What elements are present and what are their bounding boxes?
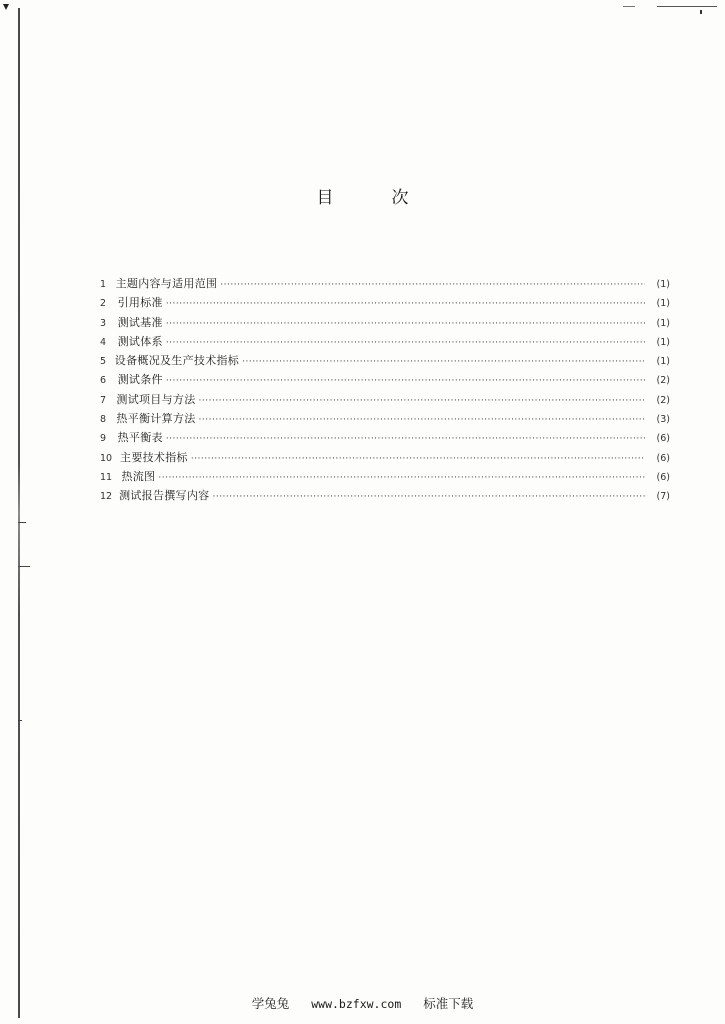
toc-page: (6)	[656, 471, 670, 483]
title-char: 次	[391, 188, 409, 208]
table-of-contents	[100, 274, 670, 506]
toc-entry[interactable]	[100, 390, 670, 409]
scan-edge-line	[657, 6, 717, 7]
toc-entry[interactable]	[100, 467, 670, 486]
toc-label: 主要技术指标	[120, 450, 188, 464]
toc-entry[interactable]	[100, 370, 670, 389]
toc-page: (1)	[656, 279, 670, 290]
toc-entry[interactable]	[100, 351, 670, 370]
page-footer	[0, 994, 725, 1012]
footer-url[interactable]: www.bzfxw.com	[311, 997, 402, 1011]
toc-leader	[220, 276, 645, 295]
toc-leader	[212, 488, 645, 507]
toc-entry[interactable]	[100, 313, 670, 332]
toc-label: 热平衡计算方法	[116, 412, 196, 426]
toc-label: 测试项目与方法	[116, 392, 196, 406]
toc-number: 8	[100, 414, 107, 426]
toc-number: 1	[100, 279, 107, 290]
toc-number: 6	[100, 375, 107, 387]
scan-mark	[18, 720, 22, 721]
toc-leader	[199, 392, 645, 411]
footer-brand: 学兔兔	[251, 996, 290, 1011]
scan-mark	[3, 4, 9, 10]
toc-page: (2)	[656, 375, 670, 387]
toc-label: 测试基准	[117, 315, 163, 329]
toc-number: 12	[100, 491, 113, 503]
toc-entry[interactable]	[100, 448, 670, 467]
toc-leader	[191, 450, 645, 469]
scan-edge-line	[623, 6, 635, 7]
toc-label: 测试报告撰写内容	[119, 489, 210, 503]
toc-leader	[166, 295, 645, 314]
scan-edge-line	[18, 8, 20, 1018]
toc-page: (6)	[656, 452, 670, 464]
toc-label: 测试体系	[117, 334, 163, 348]
toc-number: 9	[100, 433, 107, 445]
toc-entry[interactable]	[100, 428, 670, 447]
toc-label: 热平衡表	[117, 431, 163, 445]
footer-tagline: 标准下载	[423, 996, 474, 1011]
toc-page: (1)	[656, 298, 670, 310]
toc-leader	[166, 372, 645, 391]
scan-mark	[18, 522, 26, 523]
toc-entry[interactable]	[100, 409, 670, 428]
toc-entry[interactable]	[100, 293, 670, 312]
toc-page: (6)	[656, 433, 670, 445]
toc-page: (2)	[656, 394, 670, 406]
scan-mark	[18, 566, 30, 567]
toc-page: (1)	[656, 336, 670, 348]
toc-number: 11	[100, 471, 113, 483]
toc-leader	[242, 353, 645, 372]
toc-label: 热流图	[121, 469, 156, 483]
title-char: 目	[316, 188, 334, 208]
toc-number: 5	[100, 356, 107, 368]
toc-number: 3	[100, 317, 107, 329]
toc-page: (1)	[656, 317, 670, 329]
toc-leader	[166, 315, 645, 334]
toc-label: 引用标准	[117, 296, 163, 310]
toc-page: (1)	[656, 356, 670, 368]
toc-number: 10	[100, 452, 113, 464]
toc-label: 测试条件	[117, 373, 163, 387]
toc-number: 7	[100, 394, 107, 406]
toc-entry[interactable]	[100, 332, 670, 351]
toc-number: 2	[100, 298, 107, 310]
page-title	[0, 183, 725, 208]
toc-entry[interactable]	[100, 486, 670, 505]
toc-leader	[158, 469, 645, 488]
toc-label: 设备概况及生产技术指标	[114, 354, 240, 368]
toc-entry[interactable]	[100, 274, 670, 293]
toc-leader	[166, 430, 645, 449]
toc-leader	[199, 411, 645, 430]
scan-mark	[700, 10, 702, 14]
toc-number: 4	[100, 336, 107, 348]
toc-page: (7)	[656, 491, 670, 503]
toc-label: 主题内容与适用范围	[115, 277, 218, 290]
toc-page: (3)	[656, 414, 670, 426]
